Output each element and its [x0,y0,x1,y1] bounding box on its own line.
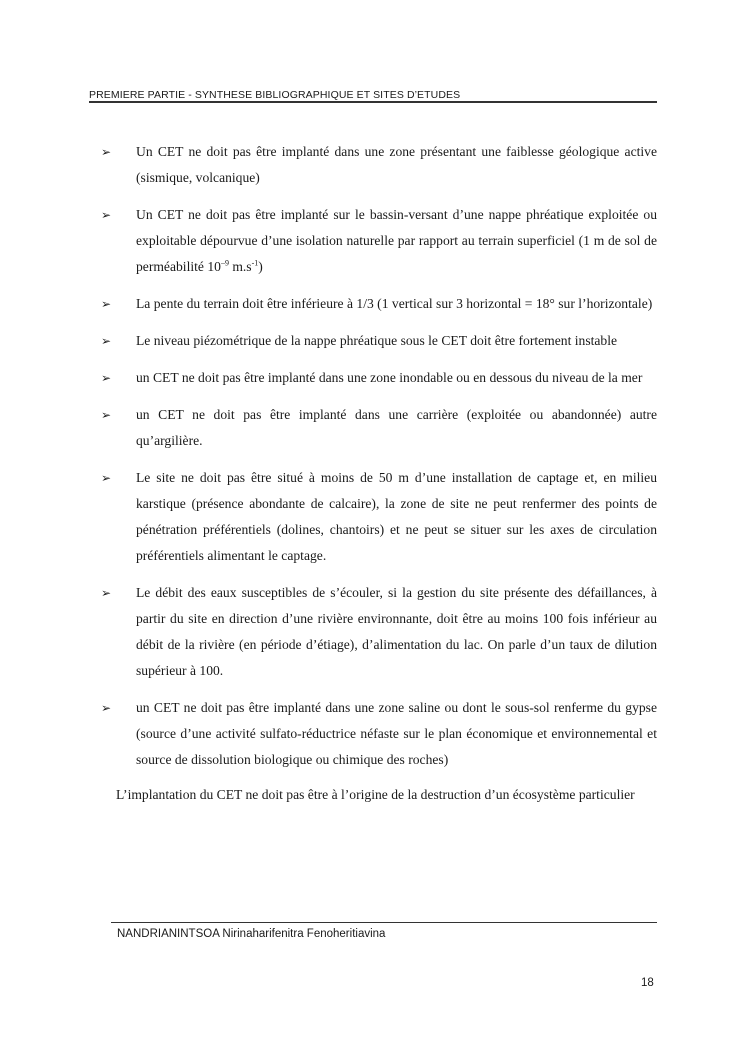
list-item-text: Le débit des eaux susceptibles de s’écouler, si la gestion du site présente des défaillances, à partir du site en direction d’une rivière environnante, doit être au moins 100 fois inférieur au débit de la rivière (en période d’étiage), d’alimentation du lac. On parle d’un taux de dilution supérieur à 100. [136,585,657,678]
page-header: PREMIERE PARTIE - SYNTHESE BIBLIOGRAPHIQUE ET SITES D’ETUDES [89,89,461,101]
list-item [89,695,657,773]
list-item-text [136,202,657,280]
list-item-text: Le site ne doit pas être situé à moins de 50 m d’une installation de captage et, en milieu karstique (présence abondante de calcaire), la zone de site ne peut renfermer des points de pénétration préférentiels (dolines, chantoirs) et ne peut se situer sur les axes de circulation préférentiels alimentant le captage. [136,470,657,563]
list-item [89,139,657,191]
list-item [89,402,657,454]
arrowhead-bullet-icon: ➢ [101,334,112,348]
closing-paragraph: L’implantation du CET ne doit pas être à l’origine de la destruction d’un écosystème particulier [116,787,635,802]
arrowhead-bullet-icon: ➢ [101,701,112,715]
arrowhead-bullet-icon: ➢ [101,408,112,422]
arrowhead-bullet-icon: ➢ [101,471,112,485]
list-item [89,365,657,391]
list-item [89,202,657,280]
header-rule [89,101,657,103]
list-item [89,328,657,354]
arrowhead-bullet-icon: ➢ [101,145,112,159]
arrowhead-bullet-icon: ➢ [101,586,112,600]
list-item-text: Un CET ne doit pas être implanté dans une zone présentant une faiblesse géologique active (sismique, volcanique) [136,144,657,185]
page-number: 18 [641,977,654,989]
list-item-text: un CET ne doit pas être implanté dans une zone saline ou dont le sous-sol renferme du gypse (source d’une activité sulfato-réductrice néfaste sur le plan économique et environnemental et source de dissolution biologique ou chimique des roches) [136,700,657,767]
list-item [89,291,657,317]
footer-author: NANDRIANINTSOA Nirinaharifenitra Fenoheritiavina [117,928,386,940]
list-item-text: un CET ne doit pas être implanté dans une zone inondable ou en dessous du niveau de la mer [136,370,643,385]
list-item [89,465,657,569]
list-item-text: un CET ne doit pas être implanté dans une carrière (exploitée ou abandonnée) autre qu’argilière. [136,407,657,448]
arrowhead-bullet-icon: ➢ [101,297,112,311]
list-item-text-part: ) [258,259,263,274]
list-item [89,580,657,684]
exponent: -1 [251,258,259,268]
page-body [89,139,657,808]
list-item-text-part: m.s [228,259,252,274]
exponent: –9 [220,258,229,268]
list-item-text: La pente du terrain doit être inférieure à 1/3 (1 vertical sur 3 horizontal = 18° sur l’horizontale) [136,296,653,311]
footer-rule [111,922,657,923]
arrowhead-bullet-icon: ➢ [101,371,112,385]
arrowhead-bullet-icon: ➢ [101,208,112,222]
list-item-text: Le niveau piézométrique de la nappe phréatique sous le CET doit être fortement instable [136,333,618,348]
list-item-text-part: Un CET ne doit pas être implanté sur le bassin-versant d’une nappe phréatique exploitée ou exploitable dépourvue d’une isolation naturelle par rapport au terrain superficiel (1 m de sol de perméabilité 10 [136,207,657,274]
